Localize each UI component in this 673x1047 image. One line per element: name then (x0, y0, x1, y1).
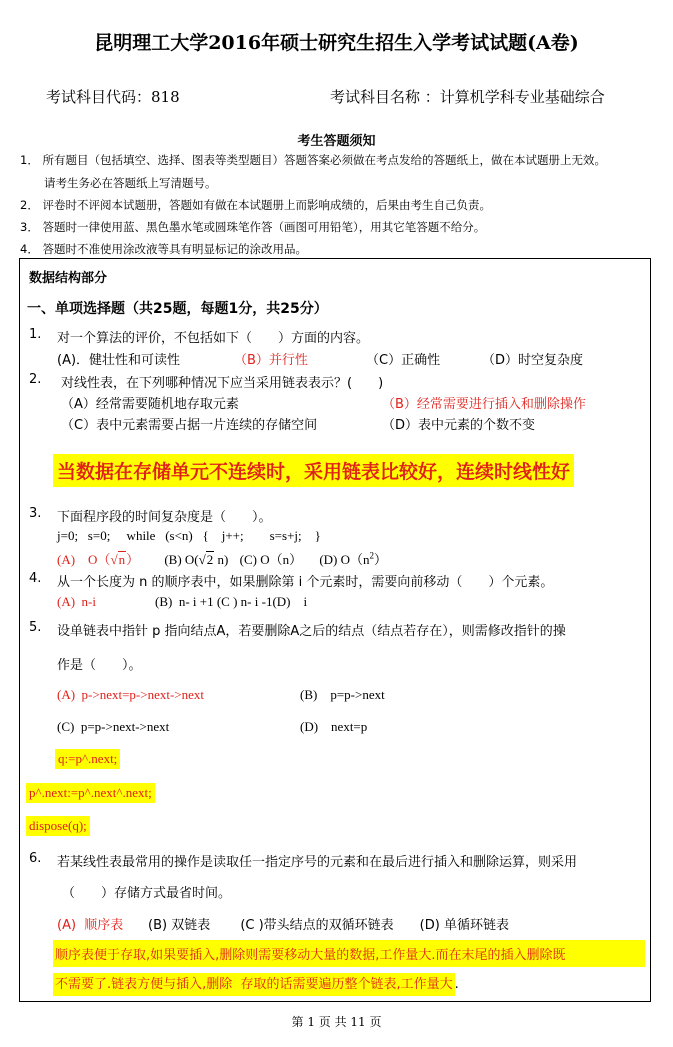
q1-option-c: （C）正确性 (366, 353, 441, 368)
q4-options-rest: (B) n- i +1 (C ) n- i -1(D) i (155, 594, 308, 609)
q6-number: 6. (29, 851, 42, 866)
q3-option-a: (A) O（√n） (57, 552, 140, 567)
q6-stem-line2: （ ）存储方式最省时间。 (62, 886, 232, 901)
q6-option-a: (A) 顺序表 (57, 918, 124, 933)
q5-option-d: (D) next=p (300, 719, 368, 734)
q4-number: 4. (29, 571, 42, 586)
notice-item-1: 1． 所有题目（包括填空、选择、图表等类型题目）答题答案必须做在考点发给的答题纸上，做在本试题册上无效。 (20, 153, 606, 167)
q3-options (57, 549, 387, 568)
q4-option-a: (A) n-i (57, 594, 96, 609)
q5-number: 5. (29, 620, 42, 635)
notice-heading: 考生答题须知 (297, 134, 376, 149)
q5-answer-line2: p^.next:=p^.next^.next; (26, 783, 155, 803)
q2-option-c: （C）表中元素需要占据一片连续的存储空间 (61, 418, 318, 433)
exam-title: 昆明理工大学2016年硕士研究生招生入学考试试题(A卷) (94, 32, 579, 54)
q6-options-rest: (B) 双链表 (C )带头结点的双循环链表 (D) 单循环链表 (148, 918, 509, 933)
subject-name: 考试科目名称 ：计算机学科专业基础综合 (330, 88, 605, 106)
q5-stem-line2: 作是（ ）。 (57, 658, 142, 673)
q3-option-a-radicand: n (118, 552, 126, 567)
q6-note-line2: 不需要了.链表方便与插入,删除 存取的话需要遍历整个链表,工作量大 (53, 973, 455, 996)
q2-stem: 对线性表，在下列哪种情况下应当采用链表表示？( ) (61, 376, 384, 391)
part-title: 数据结构部分 (29, 271, 108, 286)
q3-number: 3. (29, 506, 42, 521)
q5-option-c: (C) p=p->next->next (57, 719, 170, 734)
notice-item-3: 3． 答题时一律使用蓝、黑色墨水笔或圆珠笔作答（画图可用铅笔），用其它笔答题不给分。 (20, 220, 486, 234)
q5-option-a: (A) p->next=p->next->next (57, 687, 205, 702)
q2-number: 2. (29, 372, 42, 387)
q6-note-line2-wrap (53, 973, 459, 992)
q1-option-d: （D）时空复杂度 (482, 353, 584, 368)
q3-option-b: (B) O(√2 n) (164, 552, 229, 567)
q6-note-line1: 顺序表便于存取,如果要插入,删除则需要移动大量的数据,工作量大.而在末尾的插入删除既 (53, 940, 645, 967)
q3-option-b-radicand: 2 (206, 552, 214, 567)
q1-option-a: (A)．健壮性和可读性 (57, 353, 181, 368)
q1-stem: 对一个算法的评价，不包括如下（ ）方面的内容。 (57, 331, 370, 346)
q5-stem-line1: 设单链表中指针 p 指向结点A，若要删除A之后的结点（结点若存在），则需修改指针的操 (57, 624, 566, 639)
q3-code: j=0; s=0; while (s<n) { j++; s=s+j; } (57, 528, 321, 543)
q2-option-b: （B）经常需要进行插入和删除操作 (382, 397, 586, 412)
q5-answer-line1: q:=p^.next; (55, 749, 120, 769)
page-footer: 第 1 页 共 11 页 (291, 1015, 382, 1029)
section-heading: 一、单项选择题（共25题，每题1分，共25分） (27, 301, 328, 317)
notice-item-4: 4． 答题时不准使用涂改液等具有明显标记的涂改用品。 (20, 242, 307, 256)
q6-stem-line1: 若某线性表最常用的操作是读取任一指定序号的元素和在最后进行插入和删除运算，则采用 (57, 855, 578, 870)
notice-item-2: 2． 评卷时不评阅本试题册，答题如有做在本试题册上而影响成绩的，后果由考生自己负责。 (20, 198, 491, 212)
q2-note-highlight: 当数据在存储单元不连续时，采用链表比较好，连续时线性好 (53, 454, 574, 487)
q4-stem: 从一个长度为 n 的顺序表中，如果删除第 i 个元素时，需要向前移动（ ）个元素。 (57, 575, 554, 590)
subject-code: 考试科目代码：818 (46, 88, 180, 106)
q1-number: 1. (29, 327, 42, 342)
q3-option-d: (D) $O(n^2)$ (319, 550, 388, 567)
q1-option-b: （B）并行性 (234, 353, 308, 368)
q3-stem: 下面程序段的时间复杂度是（ ）。 (57, 510, 272, 525)
q2-option-a: （A）经常需要随机地存取元素 (61, 397, 239, 412)
q5-option-b: (B) p=p->next (300, 687, 385, 702)
q3-option-c: (C) O（n） (239, 552, 303, 567)
q6-note-line2-end: . (454, 977, 459, 992)
q5-answer-line3: dispose(q); (26, 816, 90, 836)
notice-item-1-cont: 请考生务必在答题纸上写清题号。 (44, 176, 217, 190)
q2-option-d: （D）表中元素的个数不变 (382, 418, 536, 433)
